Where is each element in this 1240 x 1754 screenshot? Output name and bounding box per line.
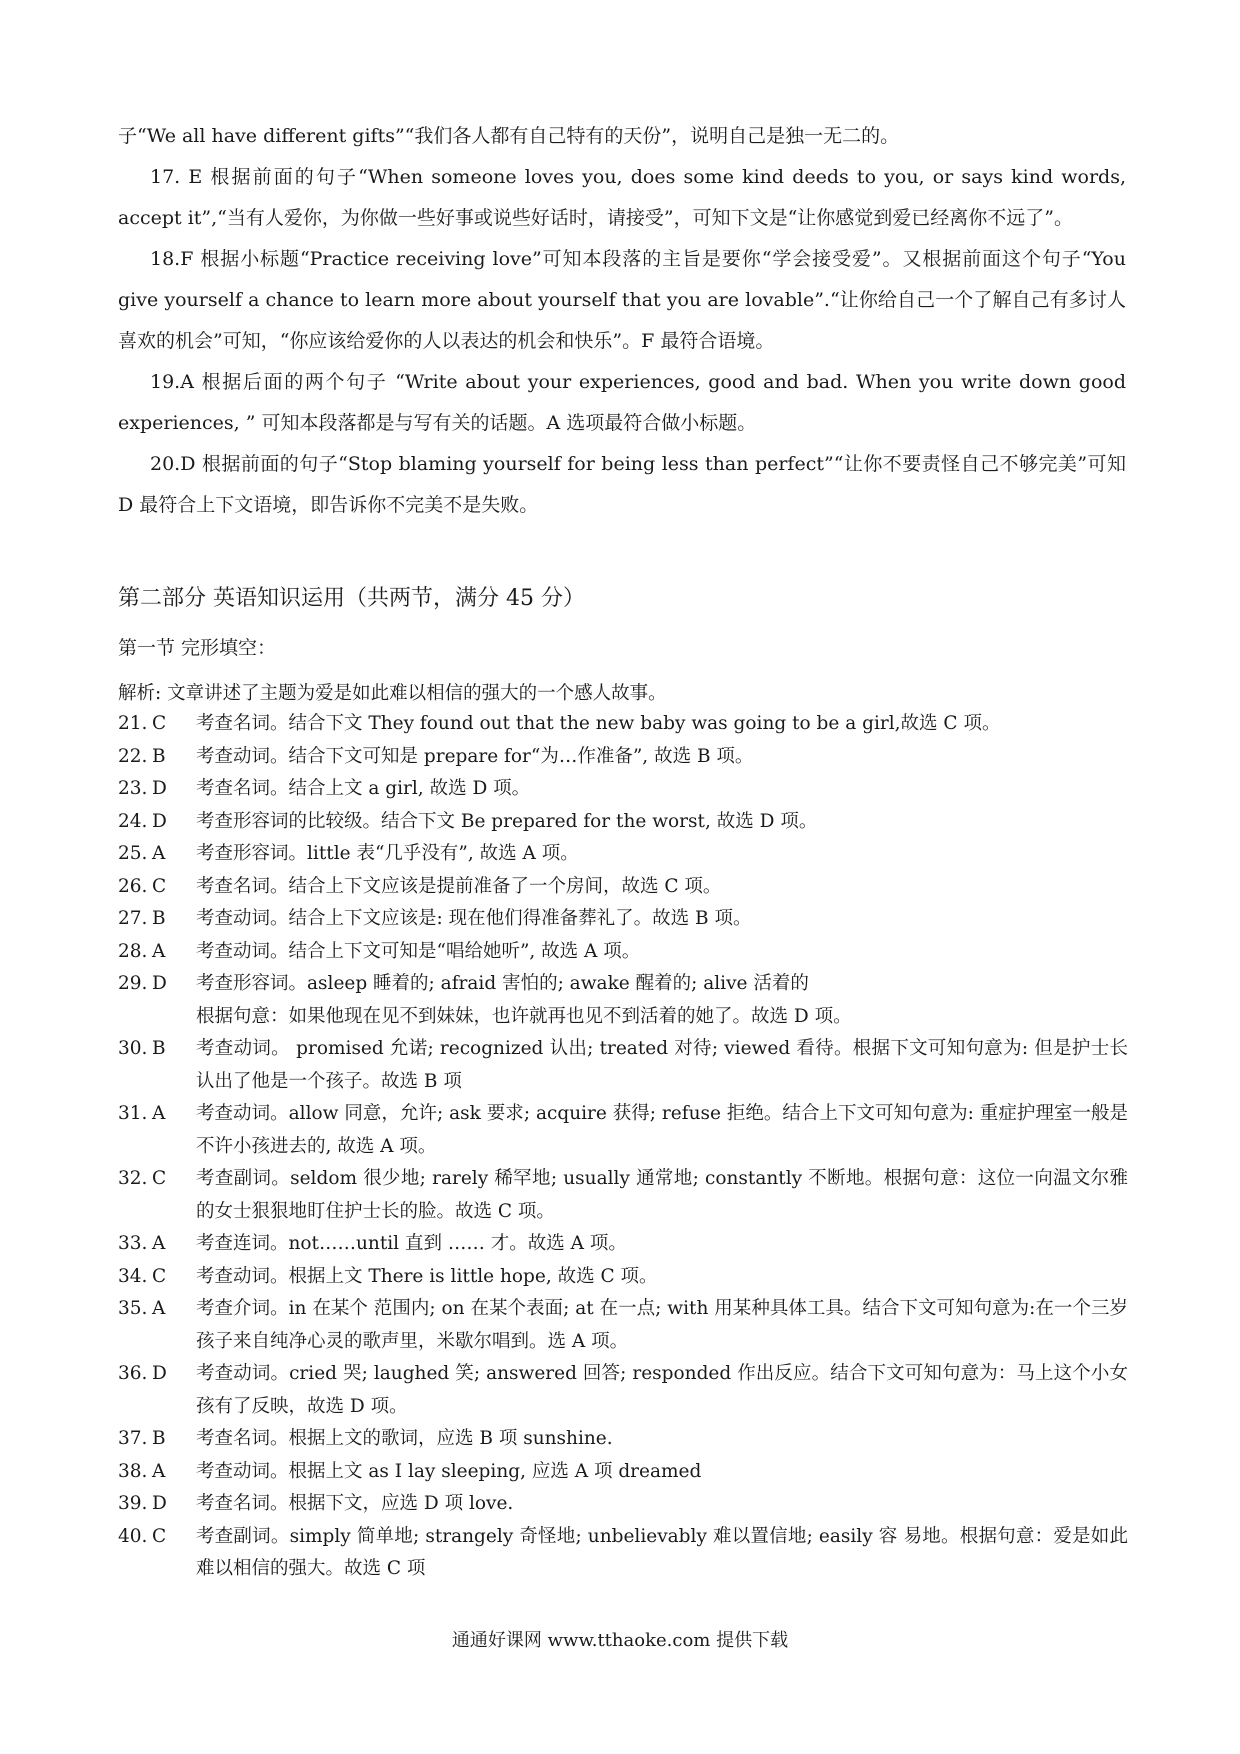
answer-explanation — [196, 903, 1128, 936]
answer-number: 21. — [118, 713, 148, 734]
answer-explanation-text: 考查形容词。asleep 睡着的; afraid 害怕的; awake 醒着的; alive 活着的 — [196, 973, 809, 994]
answer-number: 34. — [118, 1265, 148, 1287]
answer-letter: C — [152, 1168, 167, 1189]
answer-explanation — [196, 968, 1128, 1033]
answer-explanation — [196, 1423, 1128, 1456]
answer-letter: C — [152, 875, 167, 897]
answer-explanation — [196, 1456, 1128, 1489]
answer-number: 22. — [118, 745, 148, 767]
answer-explanation-text: 考查副词。seldom 很少地; rarely 稀罕地; usually 通常地; constantly 不断地。根据句意：这位一向温文尔雅的女士狠狠地盯住护士长的脸。故选 C 项。 — [196, 1168, 1128, 1222]
answer-number: 36. — [118, 1363, 148, 1384]
answer-explanation-text: 考查动词。结合上下文应该是: 现在他们得准备葬礼了。故选 B 项。 — [196, 908, 752, 929]
answer-number: 35. — [118, 1298, 148, 1319]
answer-letter: D — [152, 1493, 167, 1514]
answer-explanation — [196, 1261, 1128, 1294]
answer-explanation — [196, 1228, 1128, 1261]
answer-explanation-text: 考查形容词。little 表“几乎没有”, 故选 A 项。 — [196, 843, 579, 864]
answer-letter: A — [152, 843, 166, 864]
answer-explanation — [196, 1358, 1128, 1423]
answer-letter: A — [152, 940, 166, 962]
answer-explanation-text: 考查名词。结合上下文应该是提前准备了一个房间，故选 C 项。 — [196, 875, 722, 897]
analysis-summary: 解析: 文章讲述了主题为爱是如此难以相信的强大的一个感人故事。 — [118, 683, 667, 704]
answer-item — [118, 773, 1128, 806]
answer-item — [118, 1423, 1128, 1456]
answer-explanation — [196, 1163, 1128, 1228]
answer-explanation-text: 考查动词。 promised 允诺; recognized 认出; treated 对待; viewed 看待。根据下文可知句意为: 但是护士长认出了他是一个孩子。故选 B 项 — [196, 1038, 1128, 1092]
subsection-title: 第一节 完形填空： — [118, 637, 277, 659]
answer-item — [118, 968, 1128, 1033]
answer-explanation — [196, 871, 1128, 904]
explanation-17: 17. E 根据前面的句子“When someone loves you, does some kind deeds to you, or says kind words, accept it”,“当有人爱你，为你做一些好事或说些好话时，请接受”，可知下文是“让你感觉到爱已经离你不远了”。 — [118, 166, 1126, 229]
answer-letter: A — [152, 1460, 166, 1482]
answer-item — [118, 903, 1128, 936]
answer-item — [118, 1456, 1128, 1489]
answer-explanation-text: 考查名词。根据上文的歌词，应选 B 项 sunshine. — [196, 1428, 613, 1449]
answer-letter: A — [152, 1298, 166, 1319]
answer-explanation — [196, 1098, 1128, 1163]
answer-explanation-text: 考查动词。结合下文可知是 prepare for“为…作准备”, 故选 B 项。 — [196, 745, 754, 767]
answer-number: 37. — [118, 1428, 148, 1449]
answer-letter: C — [152, 1525, 167, 1547]
answer-letter: B — [152, 908, 166, 929]
answer-letter: C — [152, 713, 167, 734]
answer-explanation-text: 考查动词。根据上文 as I lay sleeping, 应选 A 项 dreamed — [196, 1460, 702, 1482]
answer-number: 23. — [118, 778, 148, 799]
answer-item — [118, 708, 1128, 741]
answer-number: 28. — [118, 940, 148, 962]
answer-item — [118, 838, 1128, 871]
answer-number: 26. — [118, 875, 148, 897]
answer-explanation-continuation: 根据句意：如果他现在见不到妹妹，也许就再也见不到活着的她了。故选 D 项。 — [196, 1005, 852, 1027]
answer-letter: B — [152, 745, 166, 767]
answer-number: 24. — [118, 810, 148, 832]
answer-number: 39. — [118, 1493, 148, 1514]
answer-letter: C — [152, 1265, 167, 1287]
answer-item — [118, 1261, 1128, 1294]
answer-explanation — [196, 741, 1128, 774]
answer-explanation-text: 考查动词。根据上文 There is little hope, 故选 C 项。 — [196, 1265, 658, 1287]
answer-letter: B — [152, 1428, 166, 1449]
answer-item — [118, 1293, 1128, 1358]
answer-explanation — [196, 806, 1128, 839]
explanation-18: 18.F 根据小标题“Practice receiving love”可知本段落的主旨是要你“学会接受爱”。又根据前面这个句子“You give yourself a chance to learn more about yourself that you are lovable”.“让你给自己一个了解自己有多讨人喜欢的机会”可知，“你应该给爱你的人以表达的机会和快乐”。F 最符合语境。 — [118, 248, 1126, 352]
answer-number: 25. — [118, 843, 148, 864]
answer-explanation-text: 考查动词。allow 同意，允许; ask 要求; acquire 获得; refuse 拒绝。结合上下文可知句意为: 重症护理室一般是不许小孩进去的, 故选 A 项。 — [196, 1103, 1128, 1157]
answer-letter: D — [152, 973, 167, 994]
answer-item — [118, 1033, 1128, 1098]
answer-explanation-text: 考查形容词的比较级。结合下文 Be prepared for the worst, 故选 D 项。 — [196, 810, 818, 832]
answer-item — [118, 871, 1128, 904]
answer-number: 30. — [118, 1038, 148, 1059]
section-title: 第二部分 英语知识运用（共两节，满分 45 分） — [118, 586, 585, 611]
answer-item — [118, 1098, 1128, 1163]
answer-item — [118, 936, 1128, 969]
answer-explanation-text: 考查介词。in 在某个 范围内; on 在某个表面; at 在一点; with 用某种具体工具。结合下文可知句意为:在一个三岁孩子来自纯净心灵的歌声里，米歇尔唱到。选 A 项。 — [196, 1298, 1128, 1352]
answer-letter: B — [152, 1038, 166, 1059]
answer-letter: D — [152, 778, 167, 799]
answer-item — [118, 1521, 1128, 1586]
answer-explanation — [196, 1521, 1128, 1586]
answer-explanation-text: 考查动词。cried 哭; laughed 笑; answered 回答; responded 作出反应。结合下文可知句意为：马上这个小女孩有了反映，故选 D 项。 — [196, 1363, 1128, 1417]
answer-list — [118, 708, 1128, 1586]
answer-number: 31. — [118, 1103, 148, 1124]
answer-explanation — [196, 1293, 1128, 1358]
answer-item — [118, 1163, 1128, 1228]
answer-item — [118, 1488, 1128, 1521]
answer-number: 40. — [118, 1525, 148, 1547]
answer-explanations-reading — [118, 116, 1126, 526]
page-footer: 通通好课网 www.tthaoke.com 提供下载 — [451, 1630, 789, 1651]
explanation-19: 19.A 根据后面的两个句子 “Write about your experiences, good and bad. When you write down good experiences, ” 可知本段落都是与写有关的话题。A 选项最符合做小标题。 — [118, 371, 1126, 434]
answer-explanation — [196, 838, 1128, 871]
answer-explanation — [196, 1033, 1128, 1098]
answer-letter: D — [152, 1363, 167, 1384]
answer-explanation — [196, 773, 1128, 806]
answer-number: 33. — [118, 1233, 148, 1254]
answer-item — [118, 806, 1128, 839]
answer-explanation-text: 考查连词。not……until 直到 …… 才。故选 A 项。 — [196, 1233, 627, 1254]
answer-explanation — [196, 1488, 1128, 1521]
answer-letter: D — [152, 810, 167, 832]
answer-explanation-text: 考查动词。结合上下文可知是“唱给她听”, 故选 A 项。 — [196, 940, 641, 962]
answer-number: 29. — [118, 973, 148, 994]
answer-item — [118, 1228, 1128, 1261]
answer-number: 27. — [118, 908, 148, 929]
answer-explanation — [196, 936, 1128, 969]
answer-item — [118, 741, 1128, 774]
answer-letter: A — [152, 1233, 166, 1254]
paragraph-continuation: 子“We all have different gifts”“我们各人都有自己特有的天份”，说明自己是独一无二的。 — [118, 125, 900, 147]
answer-letter: A — [152, 1103, 166, 1124]
answer-item — [118, 1358, 1128, 1423]
answer-number: 38. — [118, 1460, 148, 1482]
answer-explanation-text: 考查名词。根据下文，应选 D 项 love. — [196, 1493, 514, 1514]
answer-explanation-text: 考查名词。结合下文 They found out that the new baby was going to be a girl,故选 C 项。 — [196, 713, 1001, 734]
explanation-20: 20.D 根据前面的句子“Stop blaming yourself for being less than perfect”“让你不要责怪自己不够完美”可知 D 最符合上下文语境，即告诉你不完美不是失败。 — [118, 453, 1126, 516]
answer-explanation — [196, 708, 1128, 741]
answer-number: 32. — [118, 1168, 148, 1189]
answer-explanation-text: 考查名词。结合上文 a girl, 故选 D 项。 — [196, 778, 531, 799]
answer-explanation-text: 考查副词。simply 简单地; strangely 奇怪地; unbelievably 难以置信地; easily 容 易地。根据句意：爱是如此难以相信的强大。故选 C 项 — [196, 1525, 1128, 1579]
